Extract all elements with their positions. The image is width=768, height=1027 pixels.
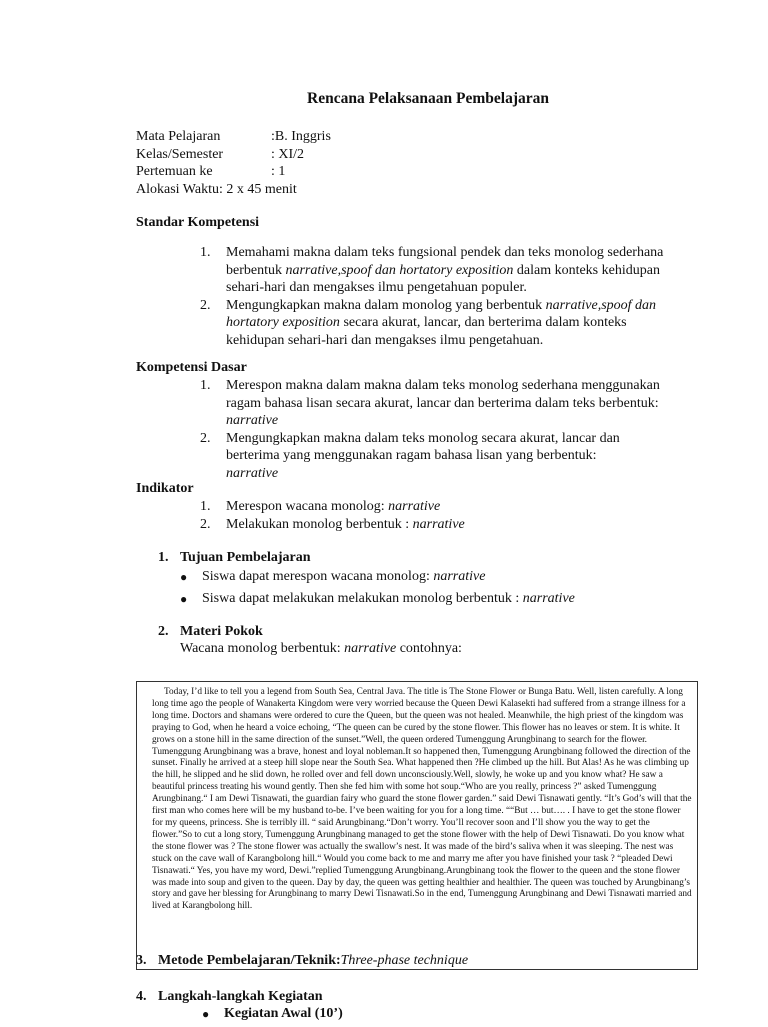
list-item xyxy=(180,590,660,609)
indikator-list xyxy=(200,498,660,533)
item-text xyxy=(226,498,660,516)
text-part: Mengungkapkan makna dalam monolog yang berbentuk xyxy=(226,297,546,313)
section-number: 2. xyxy=(158,624,169,639)
item-text xyxy=(226,430,660,483)
item-text xyxy=(226,297,670,350)
italic-term: narrative xyxy=(388,499,441,514)
section-title: Materi Pokok xyxy=(180,624,263,639)
metode-line xyxy=(136,953,468,969)
text-part: contohnya: xyxy=(396,641,462,656)
text-part: Siswa dapat merespon wacana monolog: xyxy=(202,569,434,584)
text-part: Mengungkapkan makna dalam teks monolog secara akurat, lancar dan berterima yang menggunakan ragam bahasa lisan yang berbentuk: xyxy=(226,430,620,463)
list-item xyxy=(200,297,670,350)
standar-heading: Standar Kompetensi xyxy=(136,215,260,230)
info-label: Kelas/Semester xyxy=(136,146,224,162)
text-part: Merespon makna dalam makna dalam teks monolog sederhana menggunakan ragam bahasa lisan secara akurat, lancar dan berterima dalam teks berbentuk: xyxy=(226,378,660,411)
section-number: 1. xyxy=(158,550,169,565)
bullet-icon: ● xyxy=(180,570,188,584)
text-part: dalam konteks kehidupan sehari-hari dan mengakses ilmu pengetahuan populer. xyxy=(226,262,660,295)
materi-heading xyxy=(158,624,263,640)
indikator-heading: Indikator xyxy=(136,481,194,496)
item-text xyxy=(202,590,575,609)
italic-term: narrative xyxy=(226,413,279,428)
section-number: 3. xyxy=(136,953,147,968)
list-item xyxy=(202,1005,343,1024)
text-part: Memahami makna dalam teks fungsional pendek dan teks monolog sederhana berbentuk xyxy=(226,245,664,278)
section-title: Metode Pembelajaran/Teknik: xyxy=(158,953,341,968)
text-part: Siswa dapat melakukan melakukan monolog berbentuk : xyxy=(202,590,523,606)
info-value: : XI/2 xyxy=(271,146,305,162)
metode-value: Three-phase technique xyxy=(340,953,469,968)
italic-term: narrative,spoof dan hortatory exposition xyxy=(226,297,657,330)
item-number: 1. xyxy=(200,378,211,393)
list-item xyxy=(200,377,660,430)
italic-term: narrative xyxy=(522,590,575,606)
item-text: Kegiatan Awal (10’) xyxy=(224,1006,343,1021)
section-title: Tujuan Pembelajaran xyxy=(180,550,311,565)
italic-term: narrative xyxy=(344,641,397,656)
info-label: Mata Pelajaran xyxy=(136,129,221,144)
list-item xyxy=(200,516,660,534)
item-text xyxy=(226,244,670,297)
list-item xyxy=(200,244,670,297)
item-number: 2. xyxy=(200,430,211,446)
item-number: 1. xyxy=(200,499,211,514)
italic-term: narrative,spoof dan hortatory exposition xyxy=(285,262,514,278)
list-item xyxy=(200,498,660,516)
tujuan-list xyxy=(180,568,660,611)
info-row-class xyxy=(136,146,331,164)
text-part: Wacana monolog berbentuk: xyxy=(180,641,345,656)
info-row-time xyxy=(136,181,331,199)
story-text: Today, I’d like to tell you a legend from South Sea, Central Java. The title is The Stone Flower or Bunga Batu. Well, listen carefully. A long long time ago the people of Wanakerta Kingdom were very worried because the Queen Dewi Kalasekti had suffered from a strange illness for a long time. Doctors and shamans were ordered to cure the Queen, but the queen was not healed. Meanwhile, the high priest of the kingdom was praying to God, when he heard a voice echoing, “The queen can be cured by the stone flower. This flower has no leaves or stem. It is white. It grows on a stone hill in the same direction of the sunset.”Well, the queen ordered Tumenggung Arungbinang to search for the flower. Tumenggung Arungbinang was a brave, honest and loyal nobleman.It so happened then, Tumenggung Arungbinang followed the direction of the sunset. Finally he arrived at a steep hill slope near the South Sea. What happened then ?He climbed up the hill. But Alas! As he was climbing up the hill, he slipped and he slid down, he rolled over and fell down unconsciously.Well, slowly, he woke up and you know what? He saw a beautiful princess treating his wound gently. Then she fed him with some hot soup.“Who are you really, princess ?” asked Tumenggung Arungbinang.“ I am Dewi Tisnawati, the guardian fairy who guard the stone flower garden.” said Dewi Tisnawati gently. “It’s God’s will that the first man who comes here will be my husband to-be. I’ve been waiting for you for a long time. ““But … but…. . I have to get the stone flower for my queens, princess. She is terribly ill. “ said Arungbinang.“Don’t worry. You’ll recover soon and I’ll show you the way to get the flower.”So to cut a long story, Tumenggung Arungbinang managed to get the stone flower with the help of Dewi Tisnawati. Do you know what the stone flower was ? The stone flower was actually the swallow’s nest. It was made of the bird’s saliva when it was sleeping. The nest was stuck on the cave wall of Karangbolong hill.“ Would you come back to me and marry me after you have finished your task ? “pleaded Dewi Tisnawati.“ Yes, you have my word, Dewi.”replied Tumenggung Arungbinang.Arungbinang took the flower to the queen and the stone flower was made into soup and given to the queen. Day by day, the queen was getting healthier and healthier. The queen was touched by Arungbinang’s story and gave her blessing for Arungbinang to marry Dewi Tisnawati.So in the end, Tumenggung Arungbinang and Dewi Tisnawati married and lived at Karangbolong hill. xyxy=(152,687,692,912)
item-text xyxy=(226,377,660,430)
langkah-heading xyxy=(136,989,323,1005)
materi-line xyxy=(180,641,462,657)
course-info xyxy=(136,128,331,198)
dasar-heading: Kompetensi Dasar xyxy=(136,360,247,375)
section-title: Langkah-langkah Kegiatan xyxy=(158,989,323,1004)
text-part: secara akurat, lancar, dan berterima dalam konteks kehidupan sehari-hari dan mengakses ilmu pengetahuan. xyxy=(226,315,627,348)
text-part: Melakukan monolog berbentuk : xyxy=(226,516,413,532)
info-row-subject xyxy=(136,128,331,146)
item-text xyxy=(226,516,660,534)
document-title: Rencana Pelaksanaan Pembelajaran xyxy=(307,90,549,107)
info-label: Pertemuan ke xyxy=(136,164,213,179)
tujuan-heading xyxy=(158,550,311,566)
list-item xyxy=(180,568,660,587)
item-text xyxy=(202,568,485,587)
info-row-meeting xyxy=(136,163,331,181)
italic-term: narrative xyxy=(412,516,465,532)
info-value: :B. Inggris xyxy=(271,129,331,144)
item-number: 1. xyxy=(200,245,211,260)
item-number: 2. xyxy=(200,297,211,313)
section-number: 4. xyxy=(136,989,147,1004)
item-number: 2. xyxy=(200,516,211,532)
italic-term: narrative xyxy=(226,465,279,481)
italic-term: narrative xyxy=(433,569,486,584)
bullet-icon: ● xyxy=(180,591,188,606)
list-item xyxy=(200,430,660,483)
info-value: : 2 x 45 menit xyxy=(219,181,297,197)
standar-list xyxy=(200,244,670,349)
langkah-list xyxy=(202,1005,343,1027)
dasar-list xyxy=(200,377,660,482)
text-part: Merespon wacana monolog: xyxy=(226,499,389,514)
bullet-icon: ● xyxy=(202,1007,210,1021)
info-value: : 1 xyxy=(271,164,286,179)
info-label: Alokasi Waktu xyxy=(136,181,219,197)
